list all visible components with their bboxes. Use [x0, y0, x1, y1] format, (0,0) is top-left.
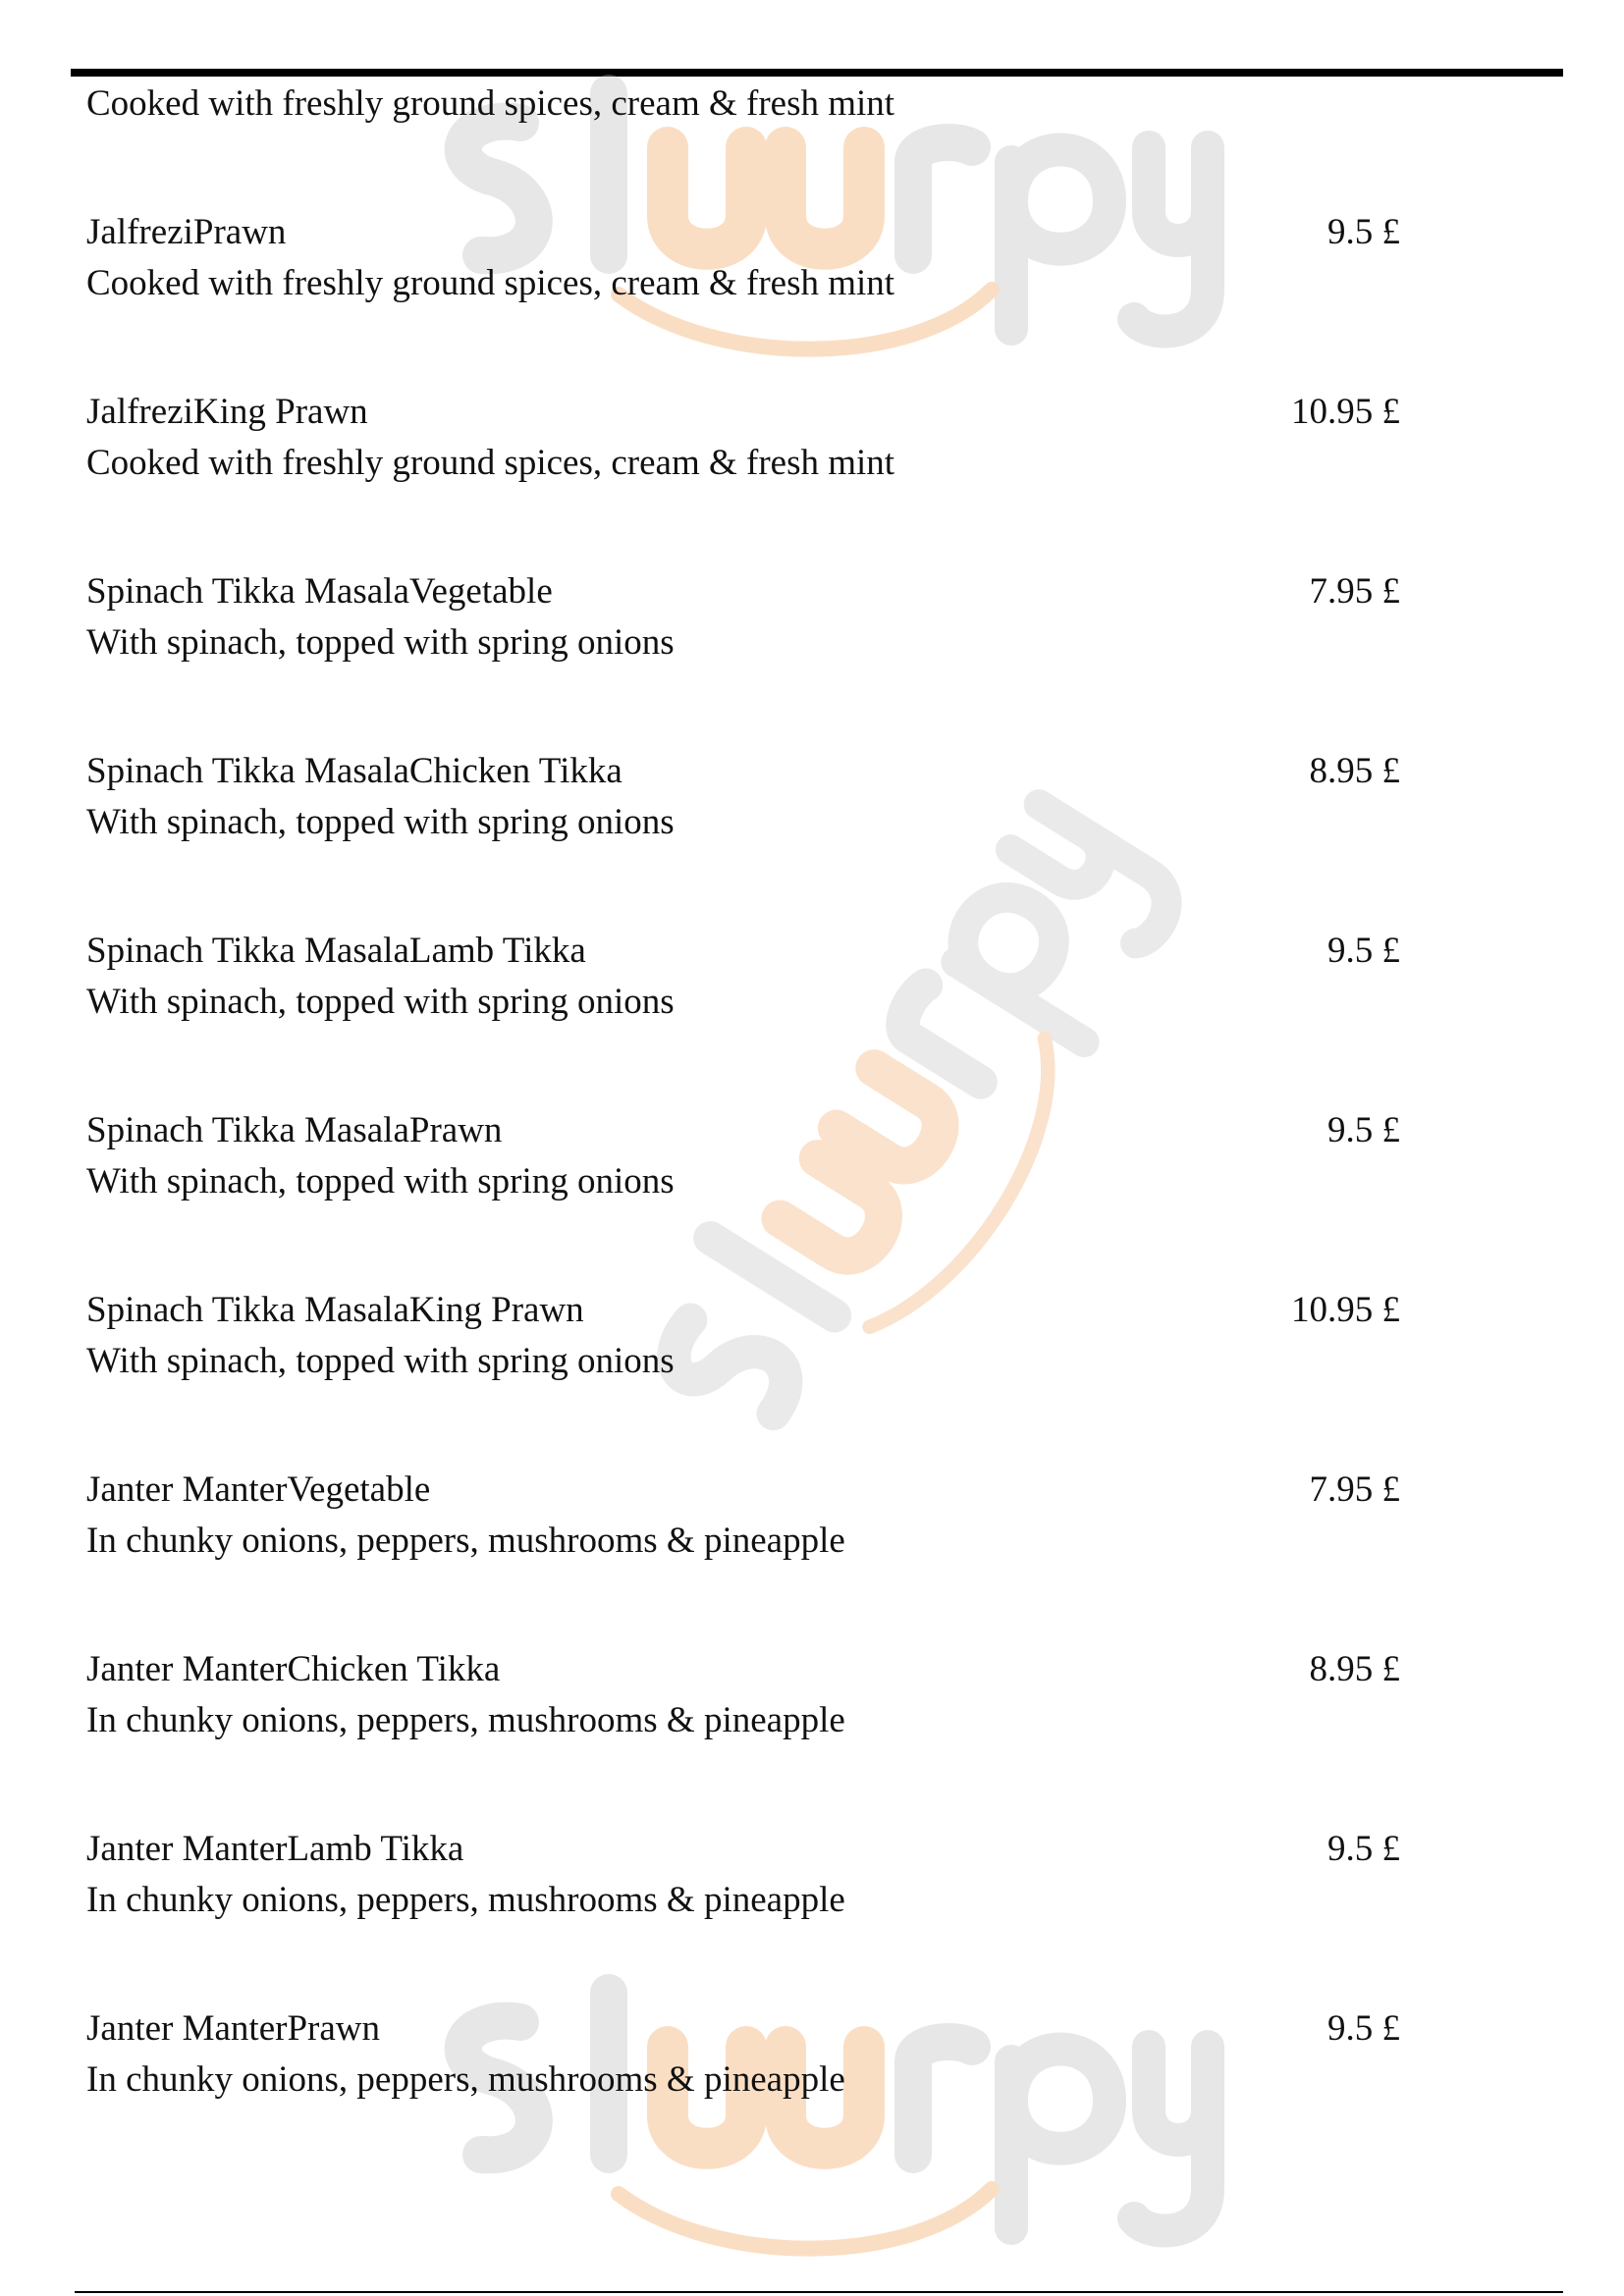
menu-item [0, 389, 1624, 507]
item-description: With spinach, topped with spring onions [86, 982, 675, 1022]
item-price: 9.5 £ [1327, 212, 1400, 252]
item-name: Spinach Tikka MasalaChicken Tikka [86, 751, 623, 791]
menu-item [0, 748, 1624, 866]
item-description: With spinach, topped with spring onions [86, 622, 675, 663]
item-description: With spinach, topped with spring onions [86, 1341, 675, 1381]
item-price: 9.5 £ [1327, 931, 1400, 971]
menu-item [0, 209, 1624, 327]
item-price: 9.5 £ [1327, 1829, 1400, 1869]
item-price: 8.95 £ [1309, 751, 1400, 791]
item-price: 10.95 £ [1291, 1290, 1400, 1330]
menu-item [0, 568, 1624, 686]
item-name: Spinach Tikka MasalaLamb Tikka [86, 931, 586, 971]
item-description: In chunky onions, peppers, mushrooms & pineapple [86, 1700, 845, 1740]
item-price: 8.95 £ [1309, 1649, 1400, 1689]
item-description: With spinach, topped with spring onions [86, 1161, 675, 1201]
menu-item [0, 928, 1624, 1045]
item-price: 9.5 £ [1327, 1110, 1400, 1150]
item-description: In chunky onions, peppers, mushrooms & pineapple [86, 2059, 845, 2100]
item-description: In chunky onions, peppers, mushrooms & pineapple [86, 1521, 845, 1561]
menu-item [0, 1467, 1624, 1584]
item-description: With spinach, topped with spring onions [86, 802, 675, 842]
menu-item [0, 1826, 1624, 1944]
item-description: Cooked with freshly ground spices, cream & fresh mint [86, 83, 895, 124]
item-name: Janter ManterLamb Tikka [86, 1829, 464, 1869]
bottom-rule [75, 2291, 1563, 2293]
item-price: 10.95 £ [1291, 392, 1400, 432]
item-name: JalfreziKing Prawn [86, 392, 368, 432]
item-description: In chunky onions, peppers, mushrooms & pineapple [86, 1880, 845, 1920]
item-price: 7.95 £ [1309, 1469, 1400, 1510]
item-name: JalfreziPrawn [86, 212, 287, 252]
item-name: Spinach Tikka MasalaVegetable [86, 571, 553, 612]
item-name: Janter ManterChicken Tikka [86, 1649, 501, 1689]
menu-item [0, 1287, 1624, 1405]
item-price: 9.5 £ [1327, 2008, 1400, 2049]
item-description: Cooked with freshly ground spices, cream & fresh mint [86, 263, 895, 303]
item-description: Cooked with freshly ground spices, cream & fresh mint [86, 443, 895, 483]
menu-item [0, 1646, 1624, 1764]
item-name: Spinach Tikka MasalaKing Prawn [86, 1290, 584, 1330]
item-name: Janter ManterVegetable [86, 1469, 431, 1510]
item-name: Spinach Tikka MasalaPrawn [86, 1110, 503, 1150]
item-price: 7.95 £ [1309, 571, 1400, 612]
menu-item [0, 1107, 1624, 1225]
item-name: Janter ManterPrawn [86, 2008, 380, 2049]
top-rule [71, 69, 1563, 77]
menu-item [0, 2005, 1624, 2123]
